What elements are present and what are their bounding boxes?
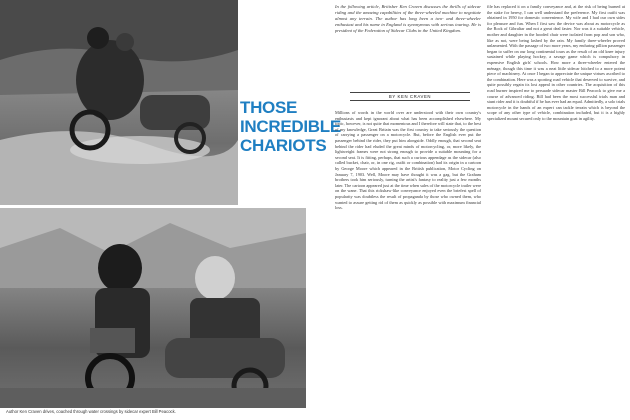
article-intro: In the following article, Britisher Ken Craven discusses the thrills of sidecar riding and the amazing capabilities of the three-wheeled machine to negotiate almost any terrain. The author has long been a two- and three-wheeler enthusiast and his name in England is synonymous with serious touring. He is president of the Federation of Sidecar Clubs in the United Kingdom. bbox=[335, 4, 481, 33]
headline-line-3: CHARIOTS bbox=[240, 136, 327, 155]
article-column-right: file has replaced it on a family conveyance and, at the risk of being burned at the stake for heresy, I can well understand the preference. My first outfit was obtained in 1950 for domestic convenience. My wife and I had our own sides for pleasure and fun. When I first saw the device was about as motorcycle as the Rock of Gibraltar and not a great deal faster. Nor was it a suitable vehicle, mother and daughter in the hooded chair were isolated from pop and son who, like as not, were being lashed by the rain. My family three-wheeler proved unlamented. With the passage of two more years, my enduring pillion passenger began to suffer on our long continental tours as the result of an old knee injury sustained while playing hockey, a savage game which is compulsory in expensive English girls' schools. How more a three-wheeler entered the ménage, though this time it was a neat little sidecar hitched to a more potent piece of machinery. At once I began to appreciate the unique virtues ascribed to the combination. Here was a sporting road vehicle that deserved to survive, and quite possibly regain its lost appeal in other countries. The acquisition of this road burner inspired me to persuade sidecar master Bill Peacock to give me a course of advanced riding. Bill had been the most successful trials man and stunt rider and it is doubtful if he has ever had an equal. Admittedly, a solo trials motorcycle in the hands of an expert can tackle terrain which is beyond the scope of any other type of vehicle, combination included, but it is a highly specialized mount secured only to the mountain goat in agility. bbox=[487, 4, 625, 121]
photo-sidecar-water-crossing bbox=[0, 0, 238, 205]
article-headline bbox=[240, 98, 341, 155]
headline-line-1: THOSE bbox=[240, 98, 298, 117]
byline: BY KEN CRAVEN bbox=[350, 92, 470, 101]
photo-sidecar-riders bbox=[0, 208, 306, 408]
photo-caption: Author Ken Craven drives, coached through water crossings by sidecar expert Bill Peacock. bbox=[6, 409, 176, 414]
headline-line-2: INCREDIBLE bbox=[240, 117, 341, 136]
article-column-left: Millions of words in the world over are understood with their own country's enthusiasts and kept ignorant about what has been accomplished elsewhere. My topic, however, is not quite that momentous and I therefore will state that, to the best of my knowledge, Great Britain was the first country to take seriously the question of carrying a passenger on a motorcycle. But, before the English ever put the passenger behind the rider, they put him alongside. Oddly enough, that second seat behind the rider had eluded the great minds of motorcycling, or, more likely, the lightweight frames were not strong enough to provide a suitable mounting for a second seat. It is fitting, perhaps, that such a curious appendage as the sidecar (also called bucket, chair, or, in one rig, outfit or combination) had its origin in a cartoon by George Moore which appeared in the British publication, Motor Cycling on January 7, 1903. Well, Moore may have thought it was a gag, but the Graham brothers took him seriously, turning the artist's fantasy to reality just a few months later. The cartoon appeared just at the time when sales of the motorcycle trailer were on the wane. That this rickshaw-like conveyance enjoyed even the briefest spell of popularity was doubtless the result of propaganda by those who owned them, who wanted to assure getting rid of them as quickly as possible with maximum financial loss. bbox=[335, 110, 481, 211]
